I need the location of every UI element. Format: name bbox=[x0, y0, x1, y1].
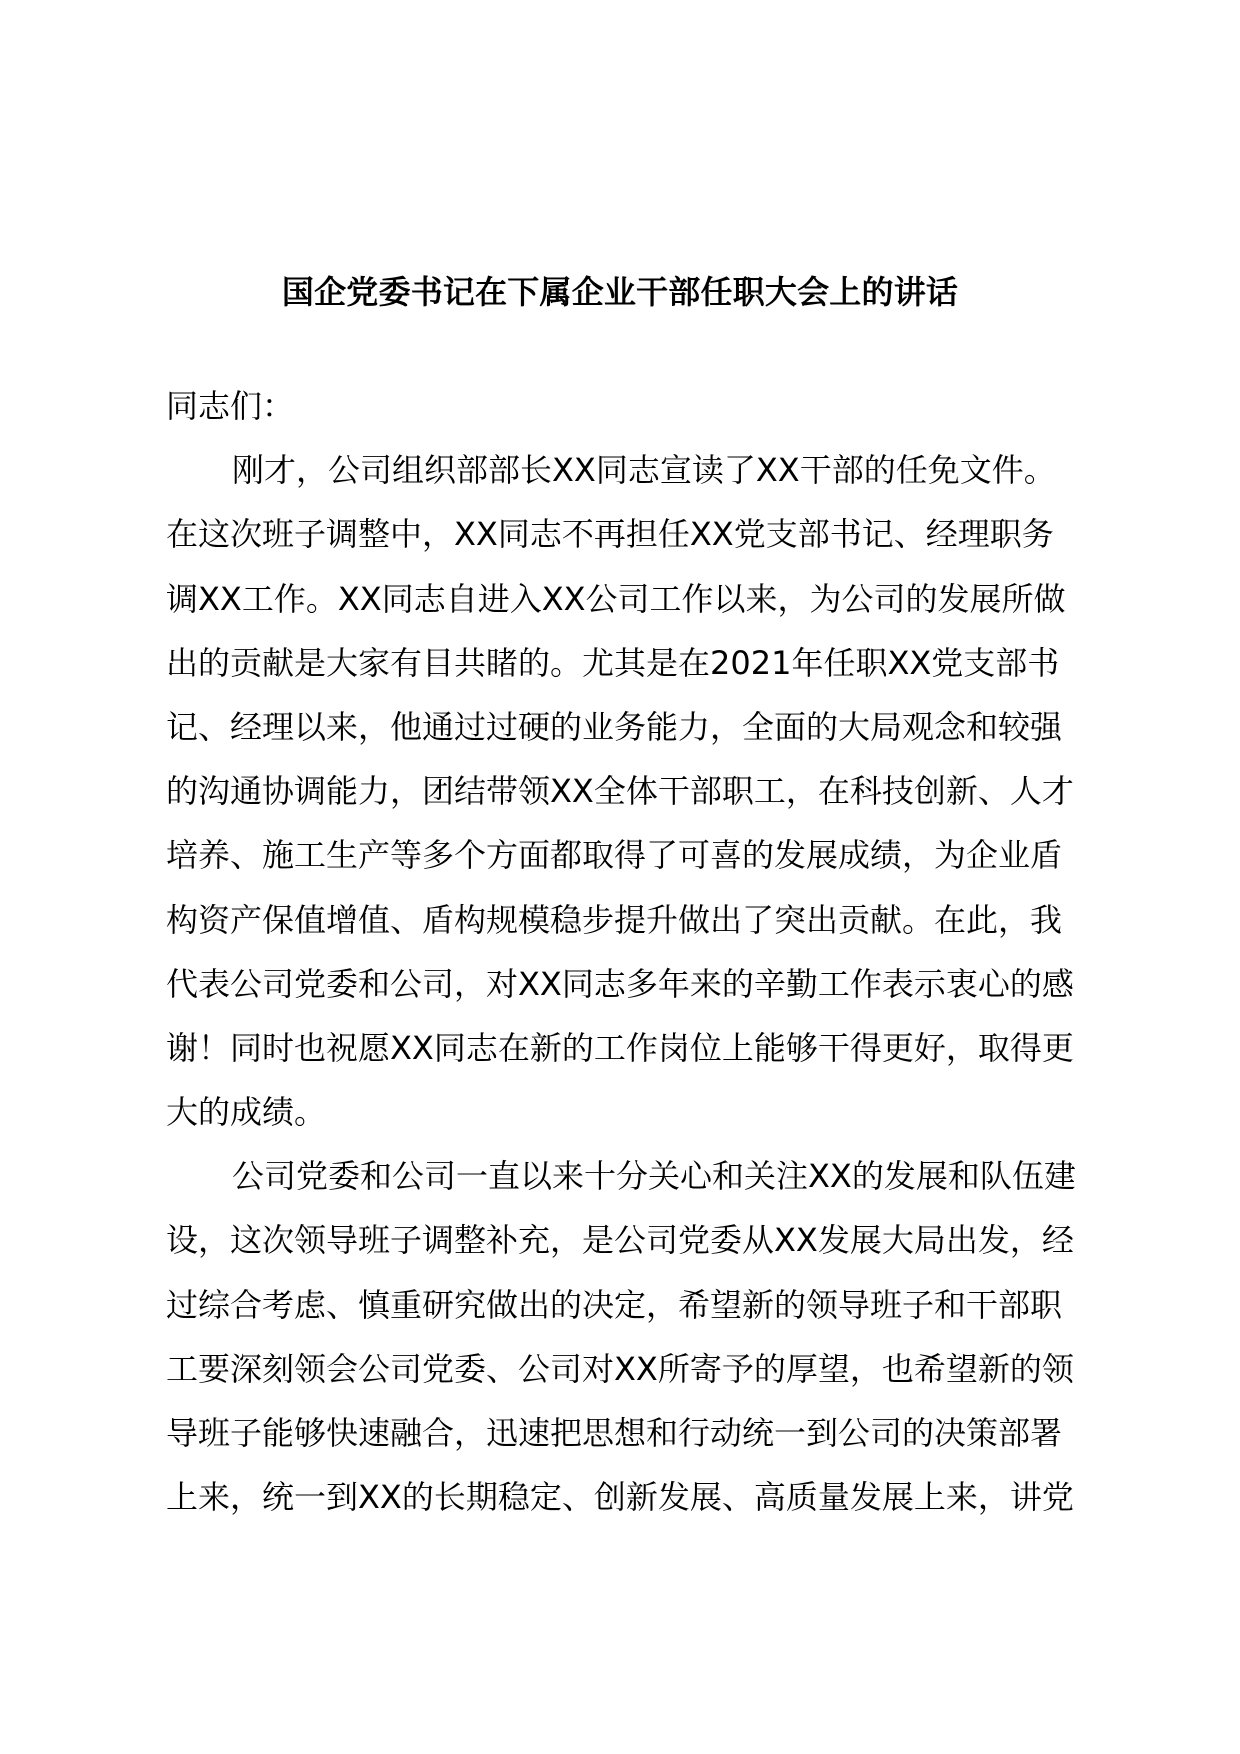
text-line: 记、经理以来，他通过过硬的业务能力，全面的大局观念和较强 bbox=[166, 707, 1063, 746]
text-line: 构资产保值增值、盾构规模稳步提升做出了突出贡献。在此，我 bbox=[166, 900, 1063, 939]
text-line: 调XX工作。XX同志自进入XX公司工作以来，为公司的发展所做 bbox=[166, 579, 1066, 618]
text-line: 出的贡献是大家有目共睹的。尤其是在2021年任职XX党支部书 bbox=[166, 643, 1060, 682]
text-line: 大的成绩。 bbox=[166, 1093, 327, 1132]
text-line: 刚才，公司组织部部长XX同志宣读了XX干部的任免文件。 bbox=[232, 451, 1056, 490]
text-line: 工要深刻领会公司党委、公司对XX所寄予的厚望，也希望新的领 bbox=[166, 1349, 1074, 1388]
document-title: 国企党委书记在下属企业干部任职大会上的讲话 bbox=[281, 273, 959, 311]
text-line: 过综合考虑、慎重研究做出的决定，希望新的领导班子和干部职 bbox=[166, 1285, 1063, 1324]
text-line: 代表公司党委和公司，对XX同志多年来的辛勤工作表示衷心的感 bbox=[166, 964, 1074, 1003]
text-line: 上来，统一到XX的长期稳定、创新发展、高质量发展上来，讲党 bbox=[166, 1478, 1074, 1517]
text-line: 导班子能够快速融合，迅速把思想和行动统一到公司的决策部署 bbox=[166, 1414, 1063, 1452]
text-line: 培养、施工生产等多个方面都取得了可喜的发展成绩，为企业盾 bbox=[166, 836, 1063, 875]
text-line: 设，这次领导班子调整补充，是公司党委从XX发展大局出发，经 bbox=[166, 1221, 1074, 1260]
salutation: 同志们： bbox=[166, 387, 295, 425]
text-line: 公司党委和公司一直以来十分关心和关注XX的发展和队伍建 bbox=[232, 1157, 1076, 1196]
text-line: 在这次班子调整中，XX同志不再担任XX党支部书记、经理职务 bbox=[166, 515, 1054, 554]
document-body bbox=[166, 374, 1106, 1529]
text-line: 谢！同时也祝愿XX同志在新的工作岗位上能够干得更好，取得更 bbox=[166, 1028, 1074, 1067]
text-line: 的沟通协调能力，团结带领XX全体干部职工，在科技创新、人才 bbox=[166, 772, 1074, 811]
